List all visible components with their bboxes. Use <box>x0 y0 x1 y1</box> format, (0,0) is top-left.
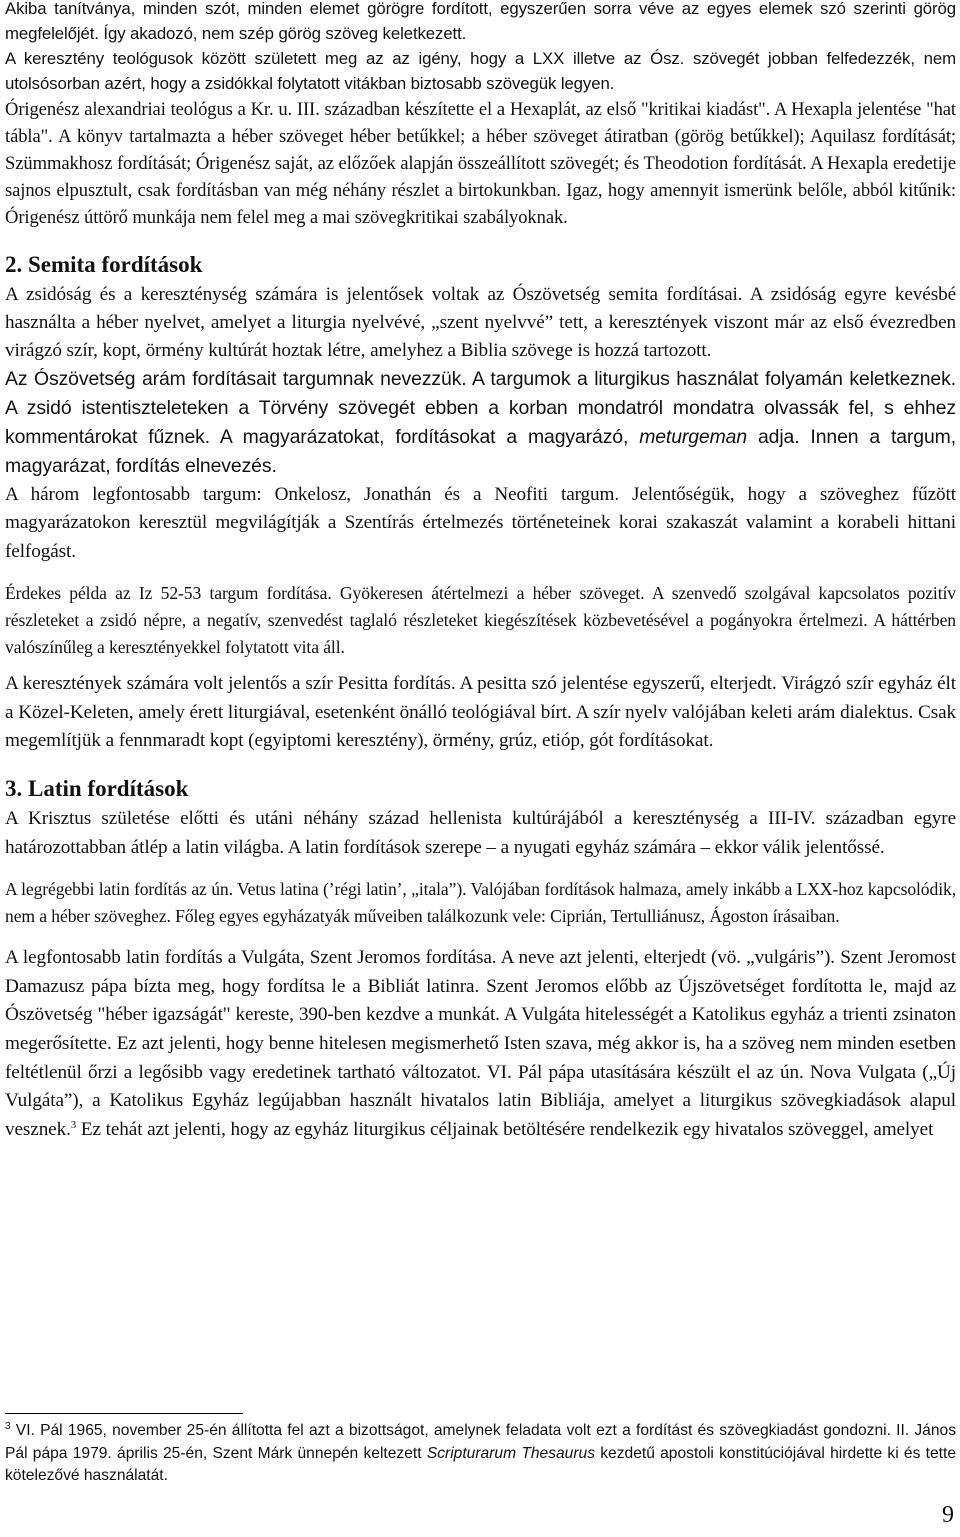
footnote-text-b: kezdetű apostoli konstitúciójával hirdette ki és tette kötelezővé használatát. <box>5 1444 956 1485</box>
heading-semitic-translations: 2. Semita fordítások <box>5 252 203 277</box>
footnote-reference[interactable]: 3 <box>70 1118 77 1131</box>
paragraph-three-targums: A három legfontosabb targum: Onkelosz, Jonathán és a Neofiti targum. Jelentőségük, hogy a szöveghez fűzött magyarázatokon keresztül megvilágítják a Szentírás értelmezés történeteinek korai szakaszát valamint a korabeli hittani felfogást. <box>5 484 956 562</box>
paragraph-targum <box>5 365 956 481</box>
vulgate-text-a: A legfontosabb latin fordítás a Vulgáta, Szent Jeromos fordítása. A neve azt jelenti, elterjedt (vö. „vulgáris”). Szent Jeromost Damazusz pápa bízta meg, hogy fordítsa le a Bibliát latinra. Szent Jeromos előbb az Újszövetséget fordította le, majd az Ószövetség "héber igazságát" kereste, 390-ben kezdve a munkát. A Vulgáta hitelességét a Katolikus egyház a trienti zsinaton megerősítette. Ez azt jelenti, hogy benne hitelesen megismerhető Isten szava, még akkor is, ha a szöveg nem minden esetben feltétlenül őrzi a legősibb vagy eredetinek tartható változatot. VI. Pál pápa utasítására készült el az ún. Nova Vulgata („Új Vulgáta”), a Katolikus Egyház legújabban használt hivatalos latin Bibliája, amelyet a liturgikus szövegkiadások alapul vesznek. <box>5 947 956 1140</box>
paragraph-origen-hexapla: Órigenész alexandriai teológus a Kr. u. III. században készítette el a Hexaplát, az első "kritikai kiadást". A Hexapla jelentése "hat tábla". A könyv tartalmazta a héber szöveget héber betűkkel; a héber szöveget átiratban (görög betűkkel); Aquilasz fordítását; Szümmakhosz fordítását; Órigenész saját, az előzőek alapján összeállított szövegét; és Theodotion fordítását. A Hexapla eredetije sajnos elpusztult, csak fordításban van még néhány részlet a birtokunkban. Igaz, hogy amennyit ismerünk belőle, abból kitűnik: Órigenész úttörő munkája nem felel meg a mai szövegkritikai szabályoknak. <box>5 99 956 228</box>
page-number: 9 <box>942 1502 954 1528</box>
meturgeman-term: meturgeman <box>639 426 748 448</box>
heading-latin-translations: 3. Latin fordítások <box>5 776 189 802</box>
paragraph-semitic-intro: A zsidóság és a kereszténység számára is jelentősek voltak az Ószövetség semita fordításai. A zsidóság egyre kevésbé használta a héber nyelvet, amelyet a liturgia nyelvévé, „szent nyelvvé” tett, a keresztények viszont már az első évezredben virágzó szír, kopt, örmény kultúrát hoztak létre, amelyhez a Biblia szövege is hozzá tartozott. <box>5 284 956 361</box>
targum-text-a: Az Ószövetség arám fordításait targumnak nevezzük. A targumok a liturgikus használat folyamán keletkeznek. A zsidó istentiszteleteken a Törvény szövegét ebben a korban mondatról mondatra olvassák fel, s ehhez kommentárokat fűznek. A magyarázatokat, fordításokat a magyarázó, <box>5 368 956 448</box>
paragraph-akiba: Akiba tanítványa, minden szót, minden elemet görögre fordított, egyszerűen sorra véve az egyes elemek szó szerinti görög megfelelőjét. Így akadozó, nem szép görög szöveg keletkezett. <box>5 0 956 43</box>
targum-text-b: adja. Innen a targum, magyarázat, fordítás elnevezés. <box>5 426 956 477</box>
paragraph-christian-theologians: A keresztény teológusok között született meg az az igény, hogy a LXX illetve az Ósz. szövegét jobban felfedezzék, nem utolsósorban azért, hogy a zsidókkal folytatott vitákban biztosabb szövegük legyen. <box>5 49 956 93</box>
footnote <box>5 1420 956 1488</box>
footnote-italic-title: Scripturarum Thesaurus <box>426 1444 595 1462</box>
paragraph-latin-intro: A Krisztus születése előtti és utáni néhány század hellenista kultúrájából a kereszténység a III-IV. században egyre határozottabban átlép a latin világba. A latin fordítások szerepe – a nyugati egyház számára – ekkor válik jelentőssé. <box>5 808 956 858</box>
footnote-separator <box>5 1413 243 1414</box>
paragraph-vulgate <box>5 944 956 1144</box>
footnote-mark: 3 <box>5 1421 11 1432</box>
document-page <box>5 0 956 1144</box>
paragraph-isaiah-targum: Érdekes példa az Iz 52-53 targum fordítása. Gyökeresen átértelmezi a héber szöveget. A szenvedő szolgával kapcsolatos pozitív részleteket a zsidó népre, a negatív, szenvedést taglaló részleteket kiegészítések közbevetésével a pogányokra értelmezi. A háttérben valószínűleg a keresztényekkel folytatott vita áll. <box>5 583 956 658</box>
paragraph-peshitta: A keresztények számára volt jelentős a szír Pesitta fordítás. A pesitta szó jelentése egyszerű, elterjedt. Virágzó szír egyház élt a Közel-Keleten, amely érett liturgiával, esetenként önálló teológiával bírt. A szír nyelv valójában keleti arám dialektus. Csak megemlítjük a fennmaradt kopt (egyiptomi keresztény), örmény, grúz, etióp, gót fordításokat. <box>5 673 956 752</box>
vulgate-text-b: Ez tehát azt jelenti, hogy az egyház liturgikus céljainak betöltésére rendelkezik egy hivatalos szöveggel, amelyet <box>76 1118 934 1140</box>
footnote-text-a: VI. Pál 1965, november 25-én állította fel azt a bizottságot, amelynek feladata volt ezt a fordítást és szövegkiadást gondozni. II. János Pál pápa 1979. április 25-én, Szent Márk ünnepén keltezett <box>5 1422 956 1462</box>
paragraph-vetus-latina: A legrégebbi latin fordítás az ún. Vetus latina (’régi latin’, „itala”). Valójában fordítások halmaza, amely inkább a LXX-hoz kapcsolódik, nem a héber szöveghez. Főleg egyes egyházatyák műveiben találkozunk vele: Ciprián, Tertulliánusz, Ágoston írásaiban. <box>5 879 956 927</box>
